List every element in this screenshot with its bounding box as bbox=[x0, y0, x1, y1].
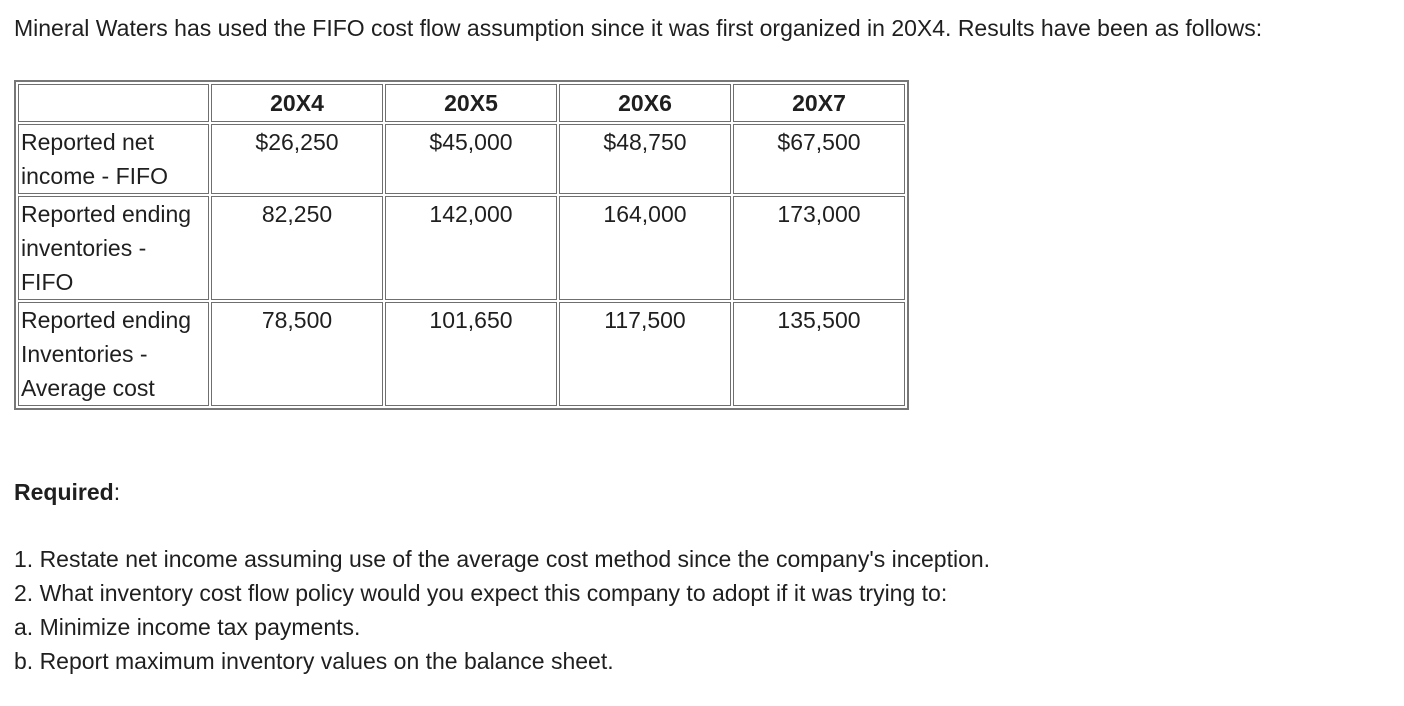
cell-value: 101,650 bbox=[429, 307, 513, 333]
header-year-20x6: 20X6 bbox=[559, 84, 731, 122]
row-label-line: Average cost bbox=[21, 375, 155, 401]
cell-value: 117,500 bbox=[604, 307, 686, 333]
required-colon: : bbox=[113, 479, 121, 505]
cell-value: 135,500 bbox=[777, 307, 861, 333]
question-1: 1. Restate net income assuming use of the average cost method since the company's inception. bbox=[14, 546, 991, 572]
question-2b: b. Report maximum inventory values on the balance sheet. bbox=[14, 648, 614, 674]
cell-value: $26,250 bbox=[255, 129, 339, 155]
cell-value: 173,000 bbox=[777, 201, 861, 227]
cell-value: $67,500 bbox=[777, 129, 861, 155]
cell-value: $48,750 bbox=[603, 129, 687, 155]
question-2: 2. What inventory cost flow policy would you expect this company to adopt if it was trying to: bbox=[14, 580, 948, 606]
table-row-net-income-fifo bbox=[18, 124, 905, 194]
table-cell bbox=[559, 124, 731, 194]
cell-value: $45,000 bbox=[429, 129, 513, 155]
row-label-line: Inventories - bbox=[21, 341, 148, 367]
table-cell bbox=[733, 302, 905, 406]
table-cell bbox=[559, 302, 731, 406]
table-cell bbox=[385, 196, 557, 300]
table-cell bbox=[559, 196, 731, 300]
cell-value: 164,000 bbox=[603, 201, 687, 227]
row-label-line: FIFO bbox=[21, 269, 74, 295]
table-cell bbox=[211, 124, 383, 194]
table-cell bbox=[211, 302, 383, 406]
required-heading bbox=[14, 477, 120, 507]
question-2a: a. Minimize income tax payments. bbox=[14, 614, 361, 640]
row-label-cell bbox=[18, 124, 209, 194]
header-year-20x7: 20X7 bbox=[733, 84, 905, 122]
table-cell bbox=[385, 302, 557, 406]
table-cell bbox=[385, 124, 557, 194]
table-header-row bbox=[18, 84, 905, 122]
table-row-ending-inventories-average-cost bbox=[18, 302, 905, 406]
cell-value: 142,000 bbox=[429, 201, 513, 227]
results-table bbox=[14, 80, 909, 410]
cell-value: 82,250 bbox=[261, 201, 333, 227]
table-cell bbox=[733, 196, 905, 300]
cell-value: 78,500 bbox=[261, 307, 333, 333]
row-label-cell bbox=[18, 196, 209, 300]
table-cell bbox=[211, 196, 383, 300]
row-label-line: income - FIFO bbox=[21, 163, 168, 189]
row-label-line: Reported ending bbox=[21, 307, 192, 333]
header-corner-cell bbox=[18, 84, 209, 122]
table-row-ending-inventories-fifo bbox=[18, 196, 905, 300]
header-year-20x4: 20X4 bbox=[211, 84, 383, 122]
row-label-cell bbox=[18, 302, 209, 406]
row-label-line: Reported net bbox=[21, 129, 154, 155]
questions-list bbox=[14, 542, 990, 678]
row-label-line: Reported ending bbox=[21, 201, 192, 227]
header-year-20x5: 20X5 bbox=[385, 84, 557, 122]
table-cell bbox=[733, 124, 905, 194]
intro-text: Mineral Waters has used the FIFO cost flow assumption since it was first organized in 20X4. Results have been as follows: bbox=[14, 15, 1263, 41]
required-label: Required bbox=[14, 479, 114, 505]
row-label-line: inventories - bbox=[21, 235, 147, 261]
